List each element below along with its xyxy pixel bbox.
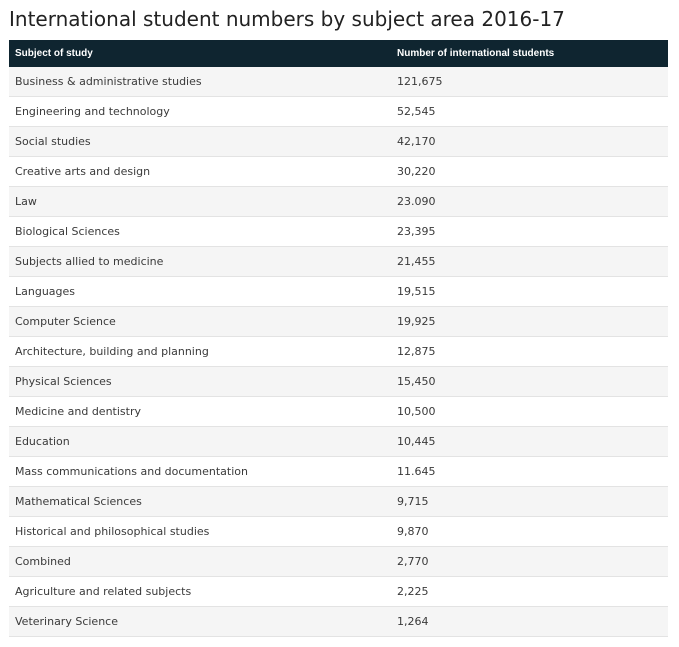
table-row [9,337,668,367]
subject-cell: Architecture, building and planning [9,337,391,367]
table-row [9,367,668,397]
table-row [9,97,668,127]
subject-cell: Combined [9,547,391,577]
table-row [9,487,668,517]
count-cell: 9,715 [391,487,668,517]
subject-cell: Languages [9,277,391,307]
table-header-row [9,40,668,67]
subject-cell: Mass communications and documentation [9,457,391,487]
subject-cell: Law [9,187,391,217]
table-row [9,127,668,157]
count-cell: 21,455 [391,247,668,277]
subject-cell: Computer Science [9,307,391,337]
table-row [9,247,668,277]
subject-cell: Historical and philosophical studies [9,517,391,547]
count-cell: 15,450 [391,367,668,397]
count-cell: 11.645 [391,457,668,487]
table-row [9,577,668,607]
table-row [9,277,668,307]
count-cell: 10,500 [391,397,668,427]
count-cell: 2,225 [391,577,668,607]
count-cell: 19,515 [391,277,668,307]
table-row [9,187,668,217]
count-cell: 121,675 [391,67,668,97]
page-title: International student numbers by subject area 2016-17 [9,7,565,31]
table-row [9,607,668,637]
column-header-subject: Subject of study [9,40,391,67]
subject-cell: Medicine and dentistry [9,397,391,427]
subject-cell: Biological Sciences [9,217,391,247]
table-row [9,307,668,337]
subject-cell: Agriculture and related subjects [9,577,391,607]
count-cell: 52,545 [391,97,668,127]
subject-cell: Mathematical Sciences [9,487,391,517]
subject-cell: Subjects allied to medicine [9,247,391,277]
count-cell: 12,875 [391,337,668,367]
subject-cell: Engineering and technology [9,97,391,127]
table-row [9,157,668,187]
count-cell: 1,264 [391,607,668,637]
subject-cell: Business & administrative studies [9,67,391,97]
count-cell: 2,770 [391,547,668,577]
subject-cell: Social studies [9,127,391,157]
table-row [9,397,668,427]
subject-cell: Education [9,427,391,457]
count-cell: 10,445 [391,427,668,457]
count-cell: 23,395 [391,217,668,247]
count-cell: 9,870 [391,517,668,547]
column-header-count: Number of international students [391,40,668,67]
table-row [9,67,668,97]
count-cell: 42,170 [391,127,668,157]
count-cell: 19,925 [391,307,668,337]
count-cell: 30,220 [391,157,668,187]
student-numbers-table [9,40,668,637]
subject-cell: Veterinary Science [9,607,391,637]
count-cell: 23.090 [391,187,668,217]
table-row [9,427,668,457]
table-row [9,517,668,547]
table-row [9,547,668,577]
subject-cell: Creative arts and design [9,157,391,187]
table-row [9,457,668,487]
subject-cell: Physical Sciences [9,367,391,397]
table-row [9,217,668,247]
